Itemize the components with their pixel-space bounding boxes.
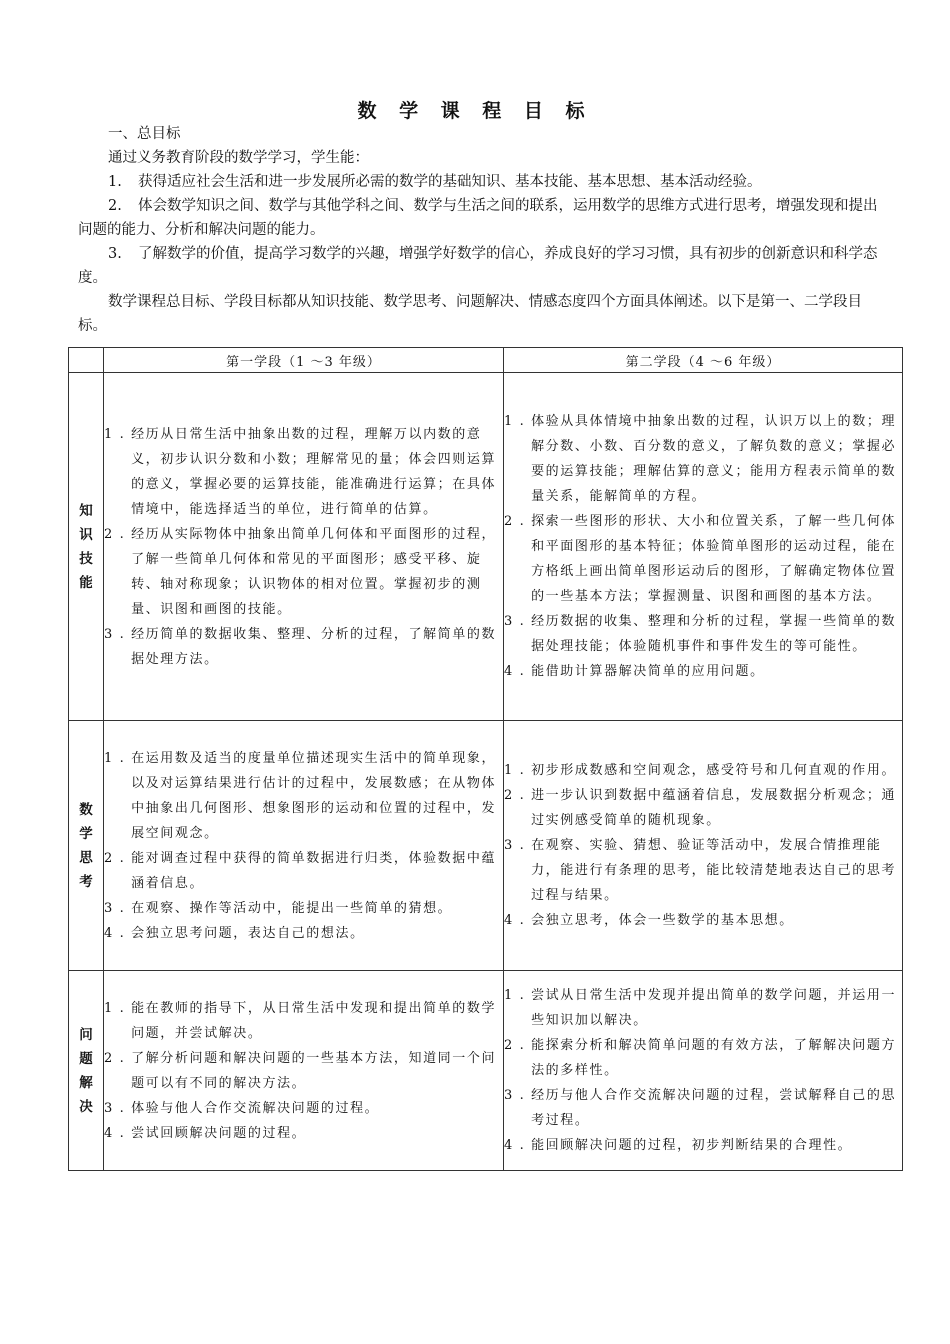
goal-text: 了解数学的价值，提高学习数学的兴趣，增强学好数学的信心，养成良好的学习习惯，具有初步的创新意识和科学态度。 <box>78 246 878 286</box>
list-item <box>104 1121 503 1146</box>
header-stage-2: 第二学段（4 ～6 年级） <box>504 348 903 373</box>
item-number: 2 . <box>504 1038 532 1053</box>
list-item <box>104 996 503 1046</box>
goal-list <box>104 422 503 672</box>
item-number: 3 . <box>504 838 532 853</box>
item-number: 2 . <box>104 850 132 866</box>
item-text: 尝试回顾解决问题的过程。 <box>131 1125 307 1141</box>
item-text: 体验与他人合作交流解决问题的过程。 <box>131 1100 380 1116</box>
item-number: 1 . <box>504 414 532 429</box>
category-char: 数 <box>79 801 93 818</box>
item-number: 1 . <box>104 426 132 442</box>
stage-1-cell <box>104 971 504 1171</box>
stage-2-cell <box>504 971 903 1171</box>
item-text: 能借助计算器解决简单的应用问题。 <box>531 664 765 679</box>
list-item <box>104 746 503 846</box>
list-item <box>504 409 902 509</box>
item-text: 能回顾解决问题的过程，初步判断结果的合理性。 <box>531 1138 853 1153</box>
item-text: 在运用数及适当的度量单位描述现实生活中的简单现象，以及对运算结果进行估计的过程中，发展数感；在从物体中抽象出几何图形、想象图形的运动和位置的过程中，发展空间观念。 <box>131 750 497 841</box>
intro-section <box>78 122 886 338</box>
list-item <box>104 921 503 946</box>
item-number: 4 . <box>104 925 132 941</box>
goal-list <box>504 409 902 684</box>
item-number: 4 . <box>104 1125 132 1141</box>
table-row-problem-solving <box>69 971 903 1171</box>
item-number: 2 . <box>104 526 132 542</box>
category-char: 能 <box>79 574 93 591</box>
item-number: 3 . <box>504 1088 532 1103</box>
header-stage-1: 第一学段（1 ～3 年级） <box>104 348 504 373</box>
goal-item <box>78 242 886 290</box>
category-char: 题 <box>79 1050 93 1067</box>
item-number: 1 . <box>504 988 532 1003</box>
stage-goals-table <box>68 347 903 1171</box>
category-char: 技 <box>79 550 93 567</box>
list-item <box>104 846 503 896</box>
item-text: 经历数据的收集、整理和分析的过程，掌握一些简单的数据处理技能；体验随机事件和事件发生的等可能性。 <box>531 614 897 654</box>
category-knowledge-skills <box>69 373 104 721</box>
goal-list <box>104 746 503 946</box>
category-char: 思 <box>79 849 93 866</box>
item-number: 1 . <box>104 1000 132 1016</box>
item-text: 体验从具体情境中抽象出数的过程，认识万以上的数；理解分数、小数、百分数的意义，了解负数的意义；掌握必要的运算技能；理解估算的意义；能用方程表示简单的数量关系，能解简单的方程。 <box>531 414 897 504</box>
list-item <box>504 1083 902 1133</box>
list-item <box>504 1133 902 1158</box>
item-text: 初步形成数感和空间观念，感受符号和几何直观的作用。 <box>531 763 897 778</box>
section-heading: 一、总目标 <box>108 126 181 142</box>
list-item <box>504 783 902 833</box>
list-item <box>504 908 902 933</box>
list-item <box>104 422 503 522</box>
list-item <box>504 1033 902 1083</box>
stage-1-cell <box>104 721 504 971</box>
item-number: 1 . <box>504 763 532 778</box>
stage-2-cell <box>504 373 903 721</box>
stage-2-cell <box>504 721 903 971</box>
category-char: 决 <box>79 1098 93 1115</box>
list-item <box>504 509 902 609</box>
item-number: 3 . <box>104 1100 132 1116</box>
header-blank-cell <box>69 348 104 373</box>
category-char: 解 <box>79 1074 93 1091</box>
category-problem-solving <box>69 971 104 1171</box>
table-row-math-thinking <box>69 721 903 971</box>
goal-item <box>78 170 886 194</box>
item-number: 3 . <box>104 626 132 642</box>
item-number: 2 . <box>504 788 532 803</box>
goal-text: 体会数学知识之间、数学与其他学科之间、数学与生活之间的联系，运用数学的思维方式进行思考，增强发现和提出问题的能力、分析和解决问题的能力。 <box>78 198 878 238</box>
table-header-row <box>69 348 903 373</box>
item-number: 4 . <box>504 913 532 928</box>
list-item <box>504 758 902 783</box>
list-item <box>104 522 503 622</box>
item-number: 4 . <box>504 1138 532 1153</box>
item-text: 会独立思考，体会一些数学的基本思想。 <box>531 913 794 928</box>
intro-lead: 通过义务教育阶段的数学学习，学生能： <box>108 150 369 166</box>
page-title: 数 学 课 程 目 标 <box>357 100 593 122</box>
category-char: 问 <box>79 1026 93 1043</box>
item-text: 进一步认识到数据中蕴涵着信息，发展数据分析观念；通过实例感受简单的随机现象。 <box>531 788 897 828</box>
list-item <box>104 622 503 672</box>
list-item <box>104 896 503 921</box>
goal-text: 获得适应社会生活和进一步发展所必需的数学的基础知识、基本技能、基本思想、基本活动经验。 <box>138 174 762 190</box>
goal-number: 2. <box>108 198 122 214</box>
goal-number: 1. <box>108 174 122 190</box>
goal-item <box>78 194 886 242</box>
item-text: 在观察、操作等活动中，能提出一些简单的猜想。 <box>131 900 453 916</box>
item-number: 1 . <box>104 750 132 766</box>
item-number: 3 . <box>504 614 532 629</box>
category-char: 知 <box>79 502 93 519</box>
item-text: 探索一些图形的形状、大小和位置关系，了解一些几何体和平面图形的基本特征；体验简单图形的运动过程，能在方格纸上画出简单图形运动后的图形，了解确定物体位置的一些基本方法；掌握测量、识图和画图的基本方法。 <box>531 514 897 604</box>
item-text: 会独立思考问题，表达自己的想法。 <box>131 925 365 941</box>
item-text: 尝试从日常生活中发现并提出简单的数学问题，并运用一些知识加以解决。 <box>531 988 897 1028</box>
category-char: 识 <box>79 526 93 543</box>
list-item <box>104 1096 503 1121</box>
item-text: 能对调查过程中获得的简单数据进行归类，体验数据中蕴涵着信息。 <box>131 850 497 891</box>
item-text: 在观察、实验、猜想、验证等活动中，发展合情推理能力，能进行有条理的思考，能比较清楚地表达自己的思考过程与结果。 <box>531 838 897 903</box>
category-math-thinking <box>69 721 104 971</box>
list-item <box>504 659 902 684</box>
list-item <box>504 833 902 908</box>
goal-list <box>504 758 902 933</box>
item-text: 能在教师的指导下，从日常生活中发现和提出简单的数学问题，并尝试解决。 <box>131 1000 497 1041</box>
item-number: 2 . <box>504 514 532 529</box>
list-item <box>504 983 902 1033</box>
stage-1-cell <box>104 373 504 721</box>
summary-text: 数学课程总目标、学段目标都从知识技能、数学思考、问题解决、情感态度四个方面具体阐述。以下是第一、二学段目标。 <box>78 294 862 334</box>
category-char: 学 <box>79 825 93 842</box>
list-item <box>504 609 902 659</box>
item-text: 经历从实际物体中抽象出简单几何体和平面图形的过程，了解一些简单几何体和常见的平面图形；感受平移、旋转、轴对称现象；认识物体的相对位置。掌握初步的测量、识图和画图的技能。 <box>131 526 497 617</box>
item-number: 2 . <box>104 1050 132 1066</box>
goal-list <box>504 983 902 1158</box>
item-text: 能探索分析和解决简单问题的有效方法，了解解决问题方法的多样性。 <box>531 1038 897 1078</box>
goal-number: 3. <box>108 246 122 262</box>
item-number: 3 . <box>104 900 132 916</box>
goal-list <box>104 996 503 1146</box>
item-number: 4 . <box>504 664 532 679</box>
item-text: 了解分析问题和解决问题的一些基本方法，知道同一个问题可以有不同的解决方法。 <box>131 1050 497 1091</box>
category-char: 考 <box>79 873 93 890</box>
item-text: 经历从日常生活中抽象出数的过程，理解万以内数的意义，初步认识分数和小数；理解常见的量；体会四则运算的意义，掌握必要的运算技能，能准确进行运算；在具体情境中，能选择适当的单位，进行简单的估算。 <box>131 426 497 517</box>
item-text: 经历与他人合作交流解决问题的过程，尝试解释自己的思考过程。 <box>531 1088 897 1128</box>
table-row-knowledge-skills <box>69 373 903 721</box>
item-text: 经历简单的数据收集、整理、分析的过程，了解简单的数据处理方法。 <box>131 626 497 667</box>
list-item <box>104 1046 503 1096</box>
